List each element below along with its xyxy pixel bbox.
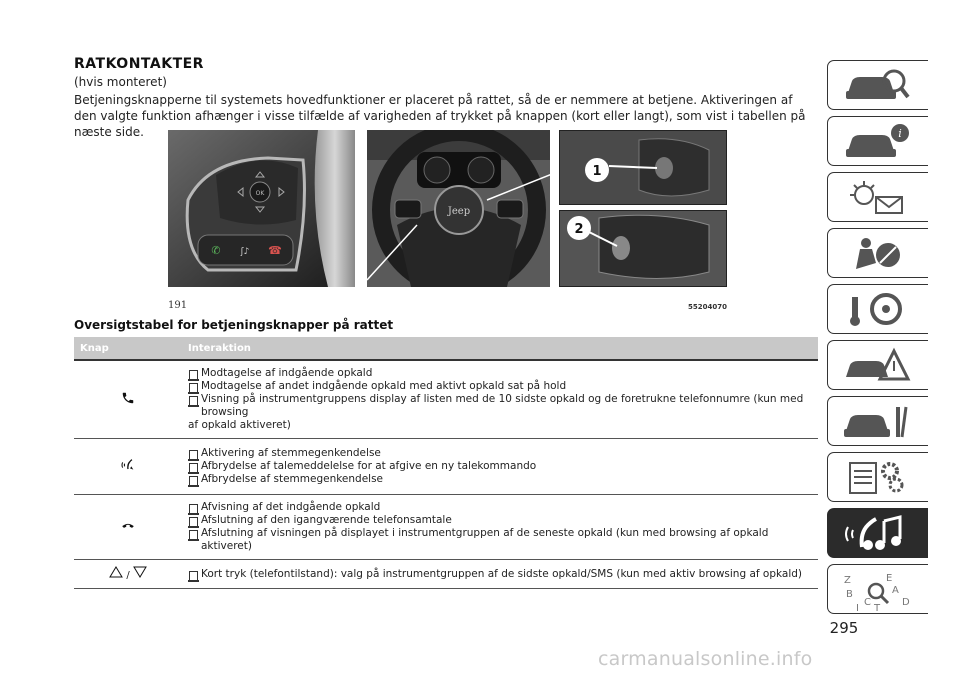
ok-button-label: OK <box>255 190 265 197</box>
table-row <box>74 439 818 495</box>
tab-emergency[interactable] <box>827 340 928 390</box>
tab-driving[interactable] <box>827 284 928 334</box>
column-header-interaktion: Interaktion <box>182 337 818 360</box>
svg-text:☎: ☎ <box>268 244 282 257</box>
table-title: Oversigtstabel for betjeningsknapper på rattet <box>74 318 394 332</box>
arrow-separator: / <box>126 570 130 581</box>
svg-text:Jeep: Jeep <box>447 206 471 217</box>
tab-service[interactable] <box>827 396 928 446</box>
interaction-cell <box>182 560 818 589</box>
interaction-cell <box>182 495 818 560</box>
section-subtitle: (hvis monteret) <box>74 75 167 89</box>
column-header-knap: Knap <box>74 337 182 360</box>
figure-code: 55204070 <box>688 303 727 311</box>
steering-wheel-figure <box>168 130 728 290</box>
control-closeup-photo <box>168 130 355 287</box>
service-wrench-icon <box>842 403 914 441</box>
index-letter: T <box>874 603 881 611</box>
specifications-icon <box>842 459 914 497</box>
dashboard-car-icon <box>842 67 914 105</box>
multimedia-icon <box>842 515 914 553</box>
list-item: Afvisning af det indgående opkald <box>188 501 812 514</box>
button-symbol-cell <box>74 495 182 560</box>
button-symbol-cell <box>74 360 182 439</box>
list-item: Modtagelse af andet indgående opkald med aktivt opkald sat på hold <box>188 380 812 393</box>
tab-specifications[interactable] <box>827 452 928 502</box>
voice-recognition-icon <box>120 457 136 473</box>
button-symbol-cell <box>74 439 182 495</box>
tab-multimedia[interactable] <box>827 508 928 558</box>
index-letter: E <box>886 573 893 584</box>
interaction-cell <box>182 439 818 495</box>
steering-wheel-photo <box>367 130 550 287</box>
tab-warning-lights[interactable] <box>827 172 928 222</box>
page-number: 295 <box>829 619 859 637</box>
emergency-icon <box>842 347 914 385</box>
phone-hangup-icon <box>121 520 135 530</box>
figure-number: 191 <box>168 300 188 311</box>
list-item: Kort tryk (telefontilstand): valg på instrumentgruppen af de sidste opkald/SMS (kun med aktiv browsing af opkald) <box>188 568 812 581</box>
tab-dashboard[interactable] <box>827 60 928 110</box>
svg-text:i: i <box>898 127 902 140</box>
driving-steering-icon <box>842 291 914 329</box>
car-info-icon <box>842 123 914 161</box>
index-letter: B <box>846 589 853 600</box>
controls-table <box>74 337 818 589</box>
up-arrow-icon <box>109 566 123 578</box>
svg-text:✆: ✆ <box>211 244 221 257</box>
tab-index[interactable] <box>827 564 928 614</box>
intro-paragraph: Betjeningsknapperne til systemets hovedfunktioner er placeret på rattet, så de er nemmere at betjene. Aktiveringen af den valgte funktion afhænger i visse tilfælde af varigheden af trykket på knappen (kort eller langt), som vist i tabellen på næste side. <box>74 93 806 139</box>
list-item: Aktivering af stemmegenkendelse <box>188 447 812 460</box>
index-letter: D <box>902 597 910 608</box>
list-item: Visning på instrumentgruppens display af listen med de 10 sidste opkald og de foretrukne telefonnumre (kun med browsing <box>188 393 812 419</box>
table-header-row <box>74 337 818 360</box>
callout-photo-1 <box>559 130 727 205</box>
callout-photo-2 <box>559 210 727 287</box>
index-letter: C <box>864 597 871 608</box>
list-item: Afbrydelse af talemeddelelse for at afgive en ny talekommando <box>188 460 812 473</box>
callout-label-1: 1 <box>592 164 602 179</box>
table-row <box>74 560 818 589</box>
table-row <box>74 360 818 439</box>
tab-safety[interactable] <box>827 228 928 278</box>
button-symbol-cell <box>74 560 182 589</box>
section-intro <box>74 56 818 140</box>
list-item: Afslutning af visningen på displayet i instrumentgruppen af de seneste opkald (kun med browsing af opkald aktiveret) <box>188 527 812 553</box>
index-letter: I <box>856 603 859 611</box>
warning-lights-icon <box>842 179 914 217</box>
list-item: Modtagelse af indgående opkald <box>188 367 812 380</box>
down-arrow-icon <box>133 566 147 578</box>
index-letter: Z <box>844 575 851 586</box>
table-row <box>74 495 818 560</box>
tab-car-info[interactable] <box>827 116 928 166</box>
list-item-continuation: af opkald aktiveret) <box>188 419 291 431</box>
interaction-cell <box>182 360 818 439</box>
list-item: Afslutning af den igangværende telefonsamtale <box>188 514 812 527</box>
callout-label-2: 2 <box>574 222 584 237</box>
list-item: Afbrydelse af stemmegenkendelse <box>188 473 812 486</box>
index-alphabet-icon <box>842 571 914 611</box>
phone-answer-icon <box>121 391 135 405</box>
svg-text:ʃ♪: ʃ♪ <box>240 247 250 257</box>
index-letter: A <box>892 585 899 596</box>
section-title: RATKONTAKTER <box>74 56 204 72</box>
watermark: carmanualsonline.info <box>598 648 813 670</box>
airbag-safety-icon <box>842 235 914 273</box>
